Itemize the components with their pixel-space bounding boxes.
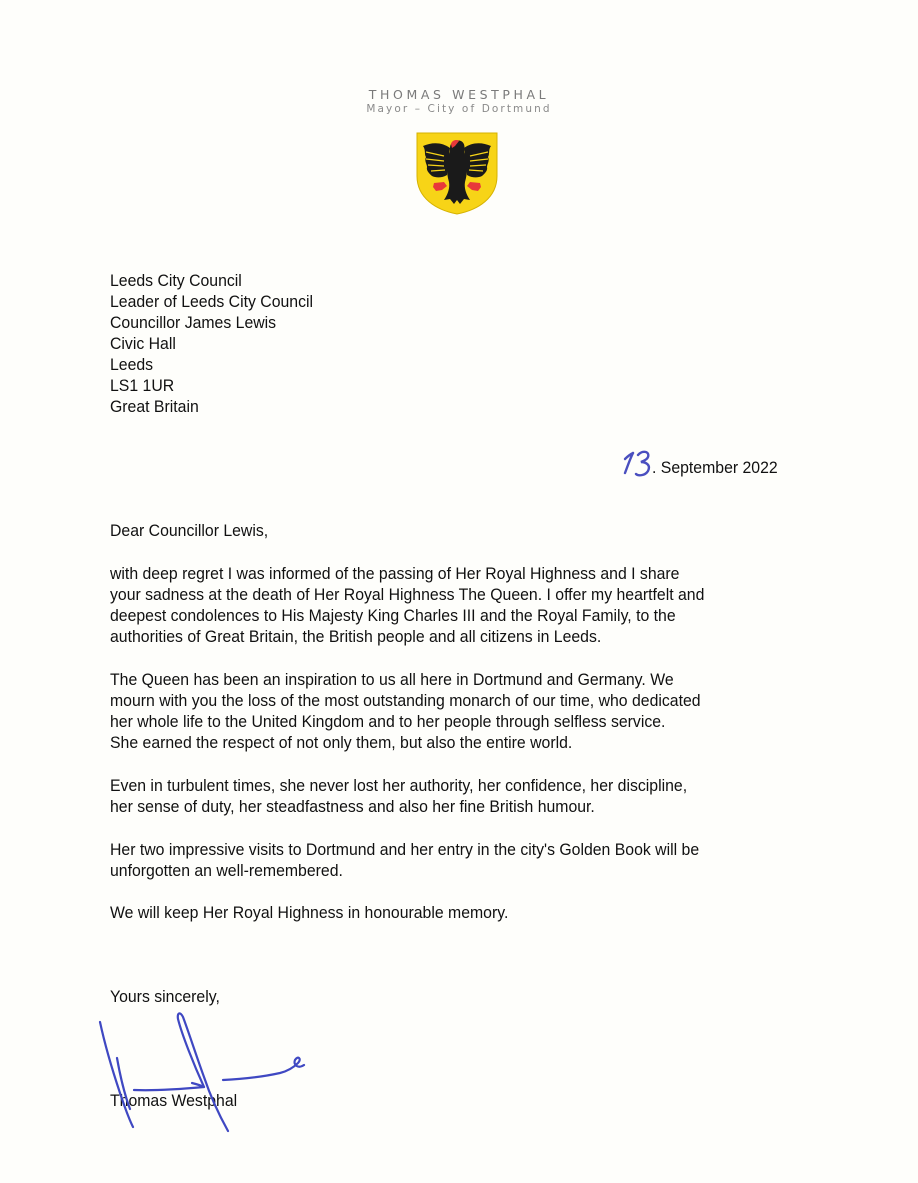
letterhead-name: THOMAS WESTPHAL — [368, 87, 550, 102]
signature-icon — [92, 1005, 322, 1140]
body-line: with deep regret I was informed of the passing of Her Royal Highness and I share — [110, 564, 680, 583]
address-line: Great Britain — [110, 397, 199, 416]
body-line: mourn with you the loss of the most outstanding monarch of our time, who dedicated — [110, 691, 701, 710]
body-line: Even in turbulent times, she never lost her authority, her confidence, her discipline, — [110, 776, 688, 795]
address-line: Leeds City Council — [110, 271, 242, 290]
address-line: Leeds — [110, 355, 154, 374]
address-line: Councillor James Lewis — [110, 313, 277, 332]
body-line: authorities of Great Britain, the British people and all citizens in Leeds. — [110, 627, 602, 646]
body-line: deepest condolences to His Majesty King Charles III and the Royal Family, to the — [110, 606, 676, 625]
address-line: Leader of Leeds City Council — [110, 292, 314, 311]
body-line: The Queen has been an inspiration to us all here in Dortmund and Germany. We — [110, 670, 674, 689]
handwritten-day-text: 13 — [622, 481, 624, 482]
body-line: We will keep Her Royal Highness in honourable memory. — [110, 903, 509, 922]
signatory-name: Thomas Westphal — [110, 1091, 238, 1110]
letterhead-title: Mayor – City of Dortmund — [366, 103, 552, 115]
date-text: . September 2022 — [652, 458, 778, 477]
handwritten-day — [622, 447, 656, 481]
body-line: unforgotten an well-remembered. — [110, 861, 343, 880]
body-line: her whole life to the United Kingdom and to her people through selfless service. — [110, 712, 666, 731]
address-line: LS1 1UR — [110, 376, 175, 395]
body-line: She earned the respect of not only them, but also the entire world. — [110, 733, 573, 752]
body-line: her sense of duty, her steadfastness and also her fine British humour. — [110, 797, 595, 816]
closing: Yours sincerely, — [110, 987, 220, 1006]
body-line: your sadness at the death of Her Royal Highness The Queen. I offer my heartfelt and — [110, 585, 705, 604]
coat-of-arms-icon — [414, 130, 500, 216]
salutation: Dear Councillor Lewis, — [110, 521, 269, 540]
body-line: Her two impressive visits to Dortmund and her entry in the city's Golden Book will be — [110, 840, 700, 859]
address-line: Civic Hall — [110, 334, 176, 353]
